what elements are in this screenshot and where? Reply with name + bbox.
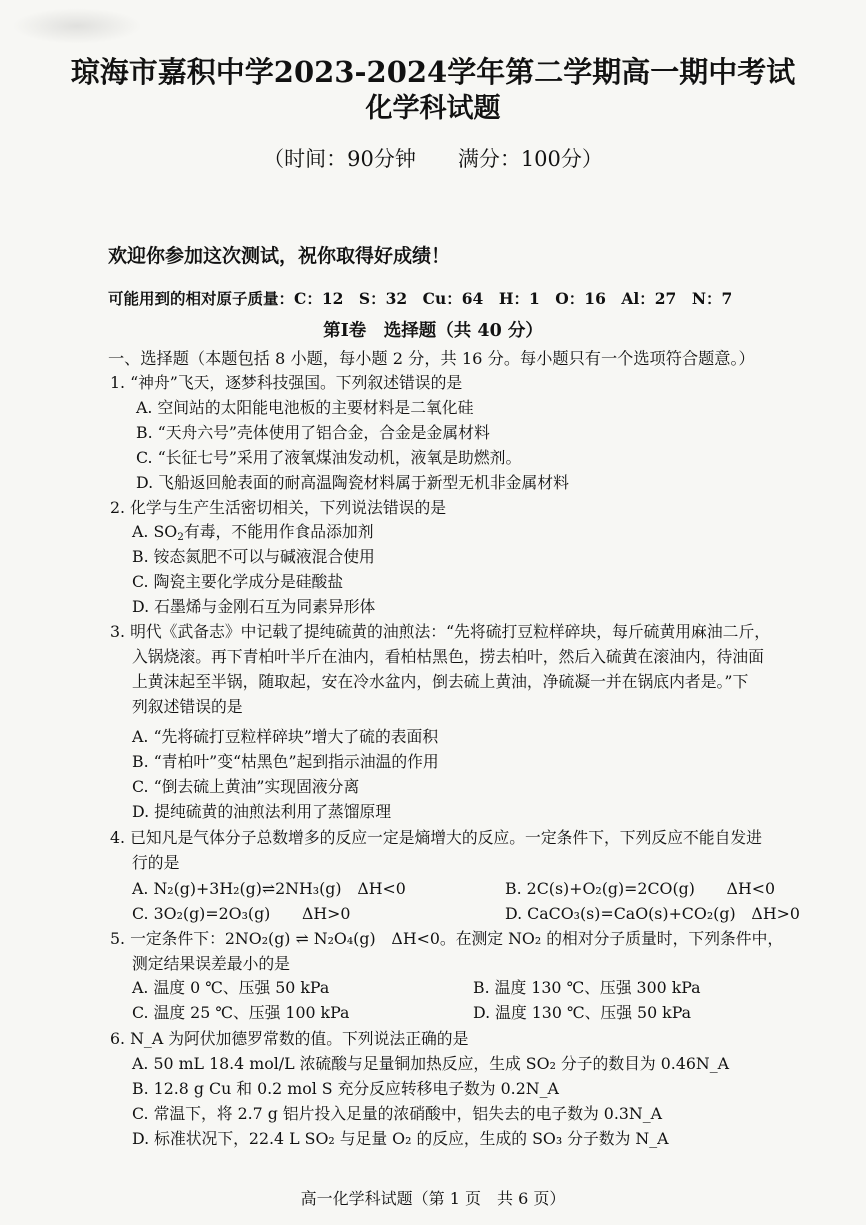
q6-option-a: A. 50 mL 18.4 mol/L 浓硫酸与足量铜加热反应，生成 SO₂ 分子的数目为 0.46N_A bbox=[132, 1054, 730, 1073]
q5-option-d: D. 温度 130 ℃、压强 50 kPa bbox=[473, 1003, 692, 1022]
q5-option-b: B. 温度 130 ℃、压强 300 kPa bbox=[473, 978, 701, 997]
q2-stem: 2. 化学与生产生活密切相关，下列说法错误的是 bbox=[110, 498, 447, 517]
q1-option-a: A. 空间站的太阳能电池板的主要材料是二氧化硅 bbox=[136, 398, 474, 417]
q5-stem-line2: 测定结果误差最小的是 bbox=[132, 954, 290, 973]
exam-title: 琼海市嘉积中学2023-2024学年第二学期高一期中考试 bbox=[70, 55, 796, 89]
q2-option-b: B. 铵态氮肥不可以与碱液混合使用 bbox=[132, 547, 375, 566]
page-footer: 高一化学科试题（第 1 页 共 6 页） bbox=[300, 1189, 566, 1208]
q3-option-a: A. “先将硫打豆粒样碎块”增大了硫的表面积 bbox=[132, 727, 439, 746]
q3-stem-line2: 入锅烧滚。再下青柏叶半斤在油内，看柏枯黑色，捞去柏叶，然后入硫黄在滚油内，待油面 bbox=[132, 647, 764, 666]
q2-option-a: A. $SO_2$有毒，不能用作食品添加剂 bbox=[132, 522, 374, 543]
q6-option-d: D. 标准状况下，22.4 L SO₂ 与足量 O₂ 的反应，生成的 SO₃ 分子数为 N_A bbox=[132, 1129, 669, 1148]
q1-option-d: D. 飞船返回舱表面的耐高温陶瓷材料属于新型无机非金属材料 bbox=[136, 473, 569, 492]
q4-option-a: A. N₂(g)+3H₂(g)⇌2NH₃(g) ΔH<0 bbox=[132, 879, 406, 898]
q5-option-c: C. 温度 25 ℃、压强 100 kPa bbox=[132, 1003, 350, 1022]
atomic-masses: 可能用到的相对原子质量：C：12 S：32 Cu：64 H：1 O：16 Al：27 N：7 bbox=[108, 289, 733, 308]
q4-option-d: D. CaCO₃(s)=CaO(s)+CO₂(g) ΔH>0 bbox=[505, 904, 800, 923]
q5-option-a: A. 温度 0 ℃、压强 50 kPa bbox=[132, 978, 330, 997]
q6-stem: 6. N_A 为阿伏加德罗常数的值。下列说法正确的是 bbox=[110, 1029, 469, 1048]
q5-stem-line1: 5. 一定条件下：2NO₂(g) ⇌ N₂O₄(g) ΔH<0。在测定 NO₂ 的相对分子质量时，下列条件中， bbox=[110, 929, 784, 948]
q2-option-c: C. 陶瓷主要化学成分是硅酸盐 bbox=[132, 572, 344, 591]
q4-option-b: B. 2C(s)+O₂(g)=2CO(g) ΔH<0 bbox=[505, 879, 776, 898]
scan-smudge bbox=[12, 8, 142, 44]
q4-option-c: C. 3O₂(g)=2O₃(g) ΔH>0 bbox=[132, 904, 351, 923]
q6-option-b: B. 12.8 g Cu 和 0.2 mol S 充分反应转移电子数为 0.2N_A bbox=[132, 1079, 559, 1098]
q3-stem-line1: 3. 明代《武备志》中记载了提纯硫黄的油煎法：“先将硫打豆粒样碎块，每斤硫黄用麻油二斤， bbox=[110, 622, 771, 641]
exam-subject: 化学科试题 bbox=[365, 93, 501, 124]
q1-option-c: C. “长征七号”采用了液氧煤油发动机，液氧是助燃剂。 bbox=[136, 448, 522, 467]
q3-option-c: C. “倒去硫上黄油”实现固液分离 bbox=[132, 777, 360, 796]
q4-stem-line1: 4. 已知凡是气体分子总数增多的反应一定是熵增大的反应。一定条件下，下列反应不能自发进 bbox=[110, 828, 762, 847]
q3-stem-line4: 列叙述错误的是 bbox=[132, 697, 243, 716]
q4-stem-line2: 行的是 bbox=[132, 853, 180, 872]
section-title: 第Ⅰ卷 选择题（共 40 分） bbox=[323, 321, 543, 341]
part-heading: 一、选择题（本题包括 8 小题，每小题 2 分，共 16 分。每小题只有一个选项符合题意。） bbox=[108, 349, 755, 368]
time-score-info: （时间：90分钟 满分：100分） bbox=[263, 147, 603, 171]
q6-option-c: C. 常温下，将 2.7 g 铝片投入足量的浓硝酸中，铝失去的电子数为 0.3N_A bbox=[132, 1104, 663, 1123]
welcome-text: 欢迎你参加这次测试，祝你取得好成绩！ bbox=[108, 245, 451, 267]
q3-option-b: B. “青柏叶”变“枯黑色”起到指示油温的作用 bbox=[132, 752, 439, 771]
q3-stem-line3: 上黄沫起至半锅，随取起，安在冷水盆内，倒去硫上黄油，净硫凝一并在锅底内者是。”下 bbox=[132, 672, 749, 691]
q1-option-b: B. “天舟六号”壳体使用了铝合金，合金是金属材料 bbox=[136, 423, 490, 442]
q3-option-d: D. 提纯硫黄的油煎法利用了蒸馏原理 bbox=[132, 802, 392, 821]
q1-stem: 1. “神舟”飞天，逐梦科技强国。下列叙述错误的是 bbox=[110, 373, 463, 392]
q2-option-d: D. 石墨烯与金刚石互为同素异形体 bbox=[132, 597, 376, 616]
